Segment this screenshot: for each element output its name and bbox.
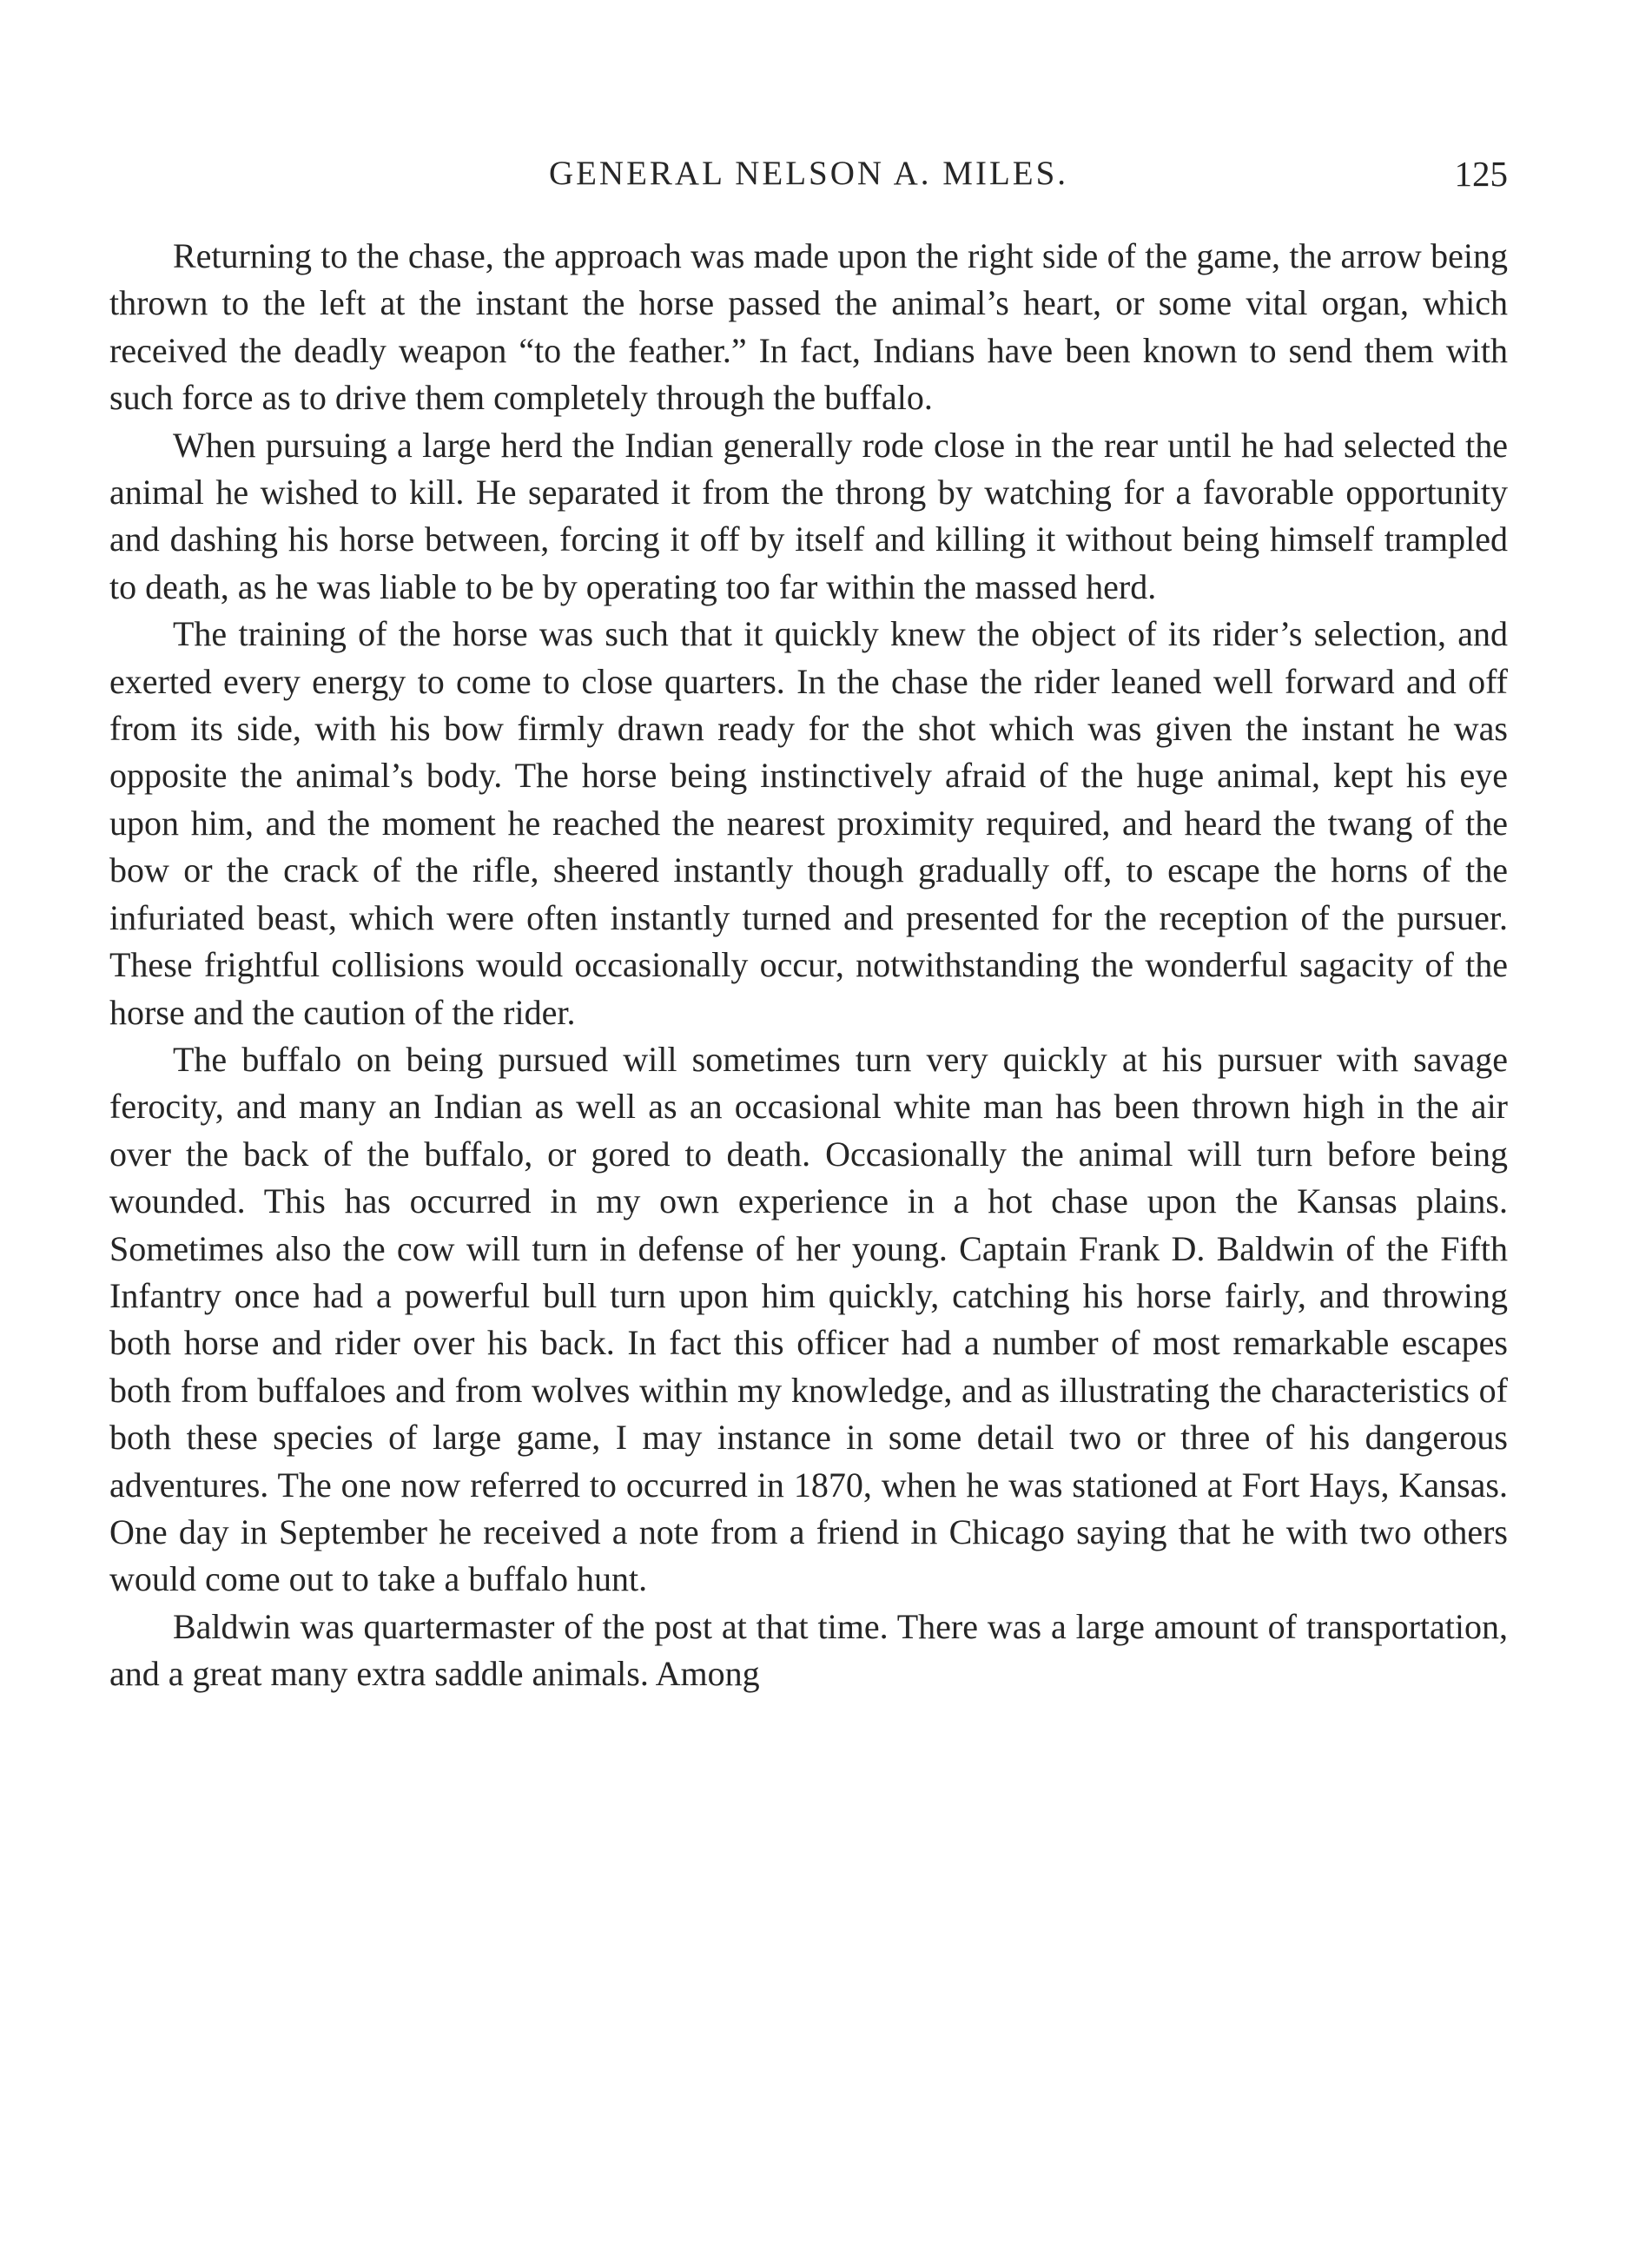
paragraph-pursuing-herd: When pursuing a large herd the Indian generally rode close in the rear until he had selected the animal he wished to kill. He separated it from the throng by watching for a favorable opportunity and dashing his horse between, forcing it off by itself and killing it without being himself trampled to death, as he was liable to be by operating too far within the massed herd. [109, 425, 1508, 606]
paragraph-baldwin-quartermaster: Baldwin was quartermaster of the post at that time. There was a large amount of transportation, and a great many extra saddle animals. Among [109, 1606, 1508, 1694]
paragraph-chase-approach: Returning to the chase, the approach was made upon the right side of the game, the arrow being thrown to the left at the instant the horse passed the animal’s heart, or some vital organ, which received the deadly weapon “to the feather.” In fact, Indians have been known to send them with such force as to drive them completely through the buffalo. [109, 236, 1508, 418]
paragraph-buffalo-turning: The buffalo on being pursued will sometimes turn very quickly at his pursuer with savage ferocity, and many an Indian as well as an occasional white man has been thrown high in the air over the back of the buffalo, or gored to death. Occasionally the animal will turn before being wounded. This has occurred in my own experience in a hot chase upon the Kansas plains. Sometimes also the cow will turn in defense of her young. Captain Frank D. Baldwin of the Fifth Infantry once had a powerful bull turn upon him quickly, catching his horse fairly, and throwing both horse and rider over his back. In fact this officer had a number of most remarkable escapes both from buffaloes and from wolves within my knowledge, and as illustrating the characteristics of both these species of large game, I may instance in some detail two or three of his dangerous adventures. The one now referred to occurred in 1870, when he was stationed at Fort Hays, Kansas. One day in September he received a note from a friend in Chicago saying that he with two others would come out to take a buffalo hunt. [109, 1039, 1508, 1599]
running-head [109, 148, 1508, 200]
body-text [109, 233, 1508, 1698]
page-number: 125 [1454, 154, 1508, 194]
paragraph-horse-training: The training of the horse was such that it quickly knew the object of its rider’s selection, and exerted every energy to come to close quarters. In the chase the rider leaned well forward and off from its side, with his bow firmly drawn ready for the shot which was given the instant he was opposite the animal’s body. The horse being instinctively afraid of the huge animal, kept his eye upon him, and the moment he reached the nearest proximity required, and heard the twang of the bow or the crack of the rifle, sheered instantly though gradually off, to escape the horns of the infuriated beast, which were often instantly turned and presented for the reception of the pursuer. These frightful collisions would occasionally occur, notwithstanding the wonderful sagacity of the horse and the caution of the rider. [109, 614, 1508, 1032]
running-title: GENERAL NELSON A. MILES. [548, 155, 1069, 192]
